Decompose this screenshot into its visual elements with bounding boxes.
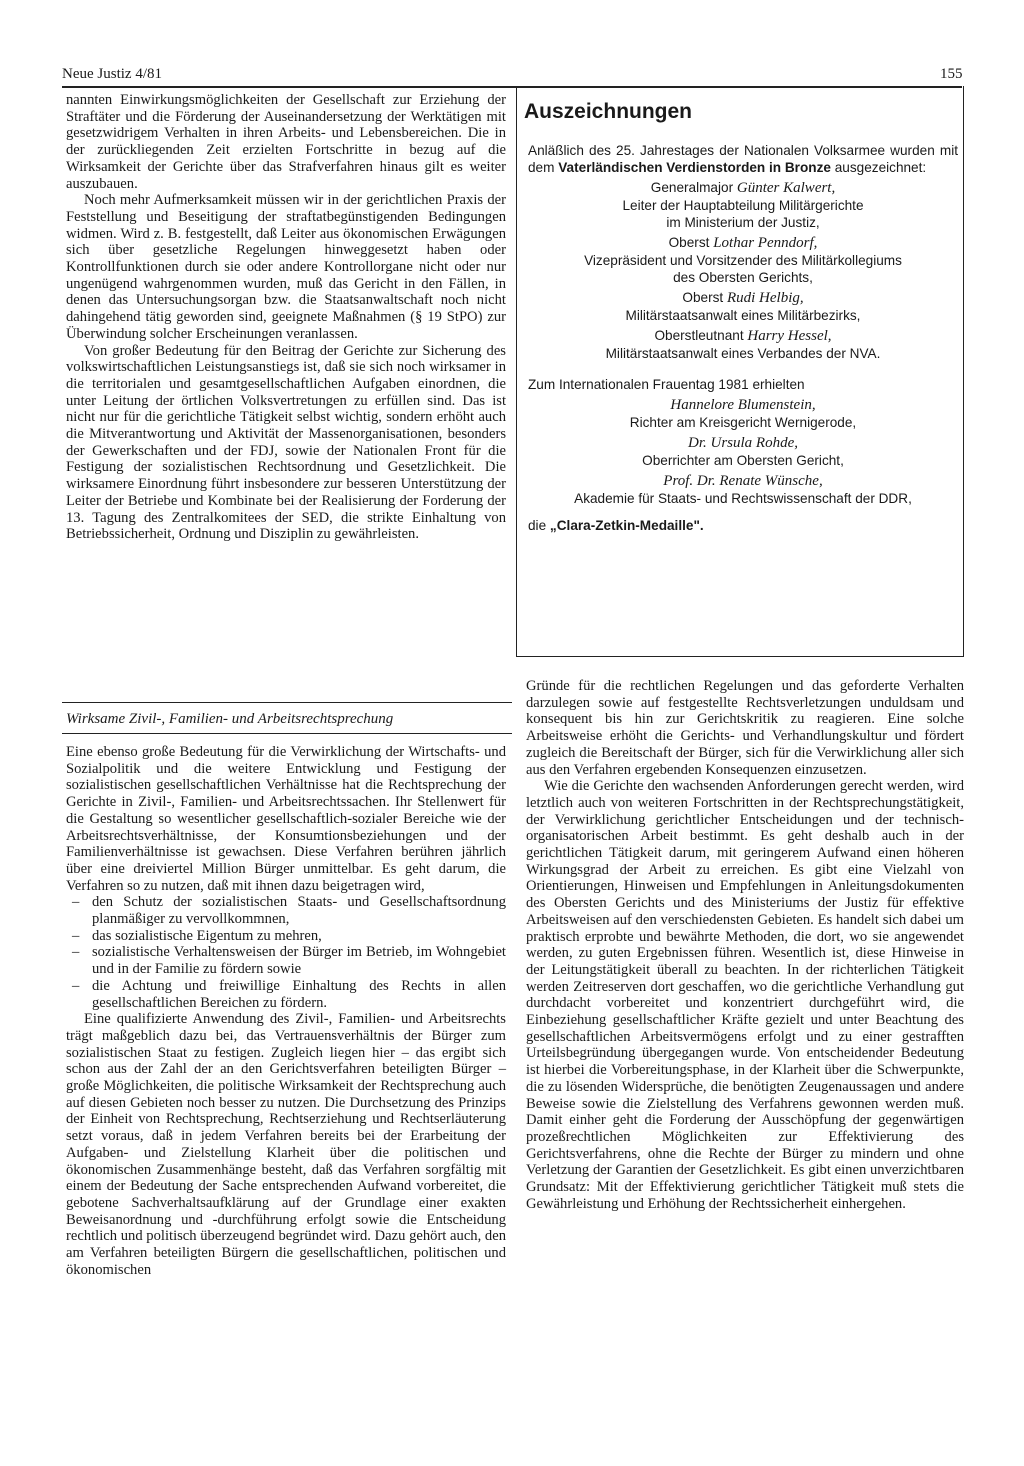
frauentag-intro: Zum Internationalen Frauentag 1981 erhielten bbox=[528, 377, 805, 392]
honoree-role: Militärstaatsanwalt eines Verbandes der NVA. bbox=[605, 346, 881, 361]
paragraph: Eine qualifizierte Anwendung des Zivil-, Familien- und Arbeitsrechts trägt maßgeblich dazu bei, das Vertrauensverhältnis der Bürger zum sozialistischen Staat zu festigen. Zugleich liegen hier – das ergibt sich schon aus der Zahl der an den Gerichtsverfahren beteiligten Bürger – große Möglichkeiten, die politische Wirksamkeit der Rechtsprechung auch auf diesen Gebieten noch besser zu nutzen. Die Durchsetzung des Prinzips der Einheit von Rechtsprechung, Rechtserziehung und Rechtserläuterung setzt voraus, daß in jedem Verfahren bereits bei der Erarbeitung der Aufgaben- und Zielstellung Klarheit über die politischen und ökonomischen Zusammenhänge besteht, daß das Verfahren sorgfältig mit einem der Bedeutung der Sache entsprechenden Aufwand vorbereitet, die gebotene Sachverhaltsaufklärung auf der Grundlage einer exakten Beweisanordnung und -durchführung erfolgt sowie die Entscheidung rechtlich und politisch überzeugend begründet wird. Dazu gehört auch, den am Verfahren beteiligten Bürgern die gesellschaftlichen, politischen und ökonomischen bbox=[66, 1011, 506, 1278]
list-item: – die Achtung und freiwillige Einhaltung des Rechts in allen gesellschaftlichen Bereichen zu fördern. bbox=[66, 978, 506, 1011]
paragraph: Gründe für die rechtlichen Regelungen und das geforderte Verhalten darzulegen sowie auf festgestellte Rechtsverletzungen unduldsam und konsequent bis hin zur Gerichtskritik zu reagieren. Eine solche Arbeitsweise erhöht die Gerichts- und Verhandlungskultur und fördert zugleich die Bereitschaft der Bürger, sich für die Verwirklichung aller sich aus den Verfahren ergebenden Konsequenzen einzusetzen. bbox=[526, 678, 964, 778]
honoree bbox=[528, 396, 958, 431]
honoree-role: des Obersten Gerichts, bbox=[673, 270, 813, 285]
honoree-rank: Oberstleutnant bbox=[654, 328, 744, 343]
honoree-role: Militärstaatsanwalt eines Militärbezirks, bbox=[625, 308, 861, 323]
honoree-rank: Generalmajor bbox=[650, 180, 734, 195]
honoree-role: Akademie für Staats- und Rechtswissenschaft der DDR, bbox=[574, 491, 912, 506]
medal-pre: die bbox=[528, 518, 550, 533]
honoree bbox=[528, 434, 958, 469]
section-heading: Wirksame Zivil-, Familien- und Arbeitsrechtsprechung bbox=[66, 711, 394, 727]
intro-text: Anläßlich des 25. Jahrestages der Nationalen Volksarmee wurden mit dem bbox=[528, 143, 958, 175]
honoree-name: Rudi Helbig, bbox=[726, 290, 804, 306]
list-item: – das sozialistische Eigentum zu mehren, bbox=[66, 928, 506, 945]
honoree-rank: Oberst bbox=[682, 290, 724, 305]
awards-title: Auszeichnungen bbox=[524, 100, 693, 123]
honoree-role: Oberrichter am Obersten Gericht, bbox=[642, 453, 844, 468]
paragraph: Von großer Bedeutung für den Beitrag der Gerichte zur Sicherung des volkswirtschaftlichen Leistungsanstiegs ist, daß sie sich noch wirksamer in die territorialen und gesamtgesellschaftlichen Aufgaben einordnen, die unter Leitung der örtlichen Volksvertretungen zu erfüllen sind. Das ist nicht nur für die gerichtliche Tätigkeit selbst wichtig, sondern erhöht auch die Mitverantwortung und Aktivität der Massenorganisationen, besonders der Gewerkschaften und der FDJ, sowie der Nationalen Front für die Festigung der sozialistischen Rechtsordnung und Gesetzlichkeit. Die wirksamere Einordnung führt insbesondere zur besseren Unterstützung der Leiter der Betriebe und Kombinate bei der Realisierung der Forderung der 13. Tagung des Zentralkomitees der SED, die strikte Einhaltung von Betriebssicherheit, Ordnung und Disziplin zu gewährleisten. bbox=[66, 342, 506, 543]
honoree bbox=[528, 327, 958, 362]
honoree-name: Dr. Ursula Rohde, bbox=[687, 435, 798, 451]
section-rule-bottom bbox=[62, 733, 512, 734]
honoree-name: Hannelore Blumenstein, bbox=[670, 397, 816, 413]
left-column-top bbox=[66, 92, 506, 543]
left-column-section bbox=[66, 744, 506, 1279]
medal-line bbox=[528, 517, 958, 534]
honoree bbox=[528, 472, 958, 507]
honoree bbox=[528, 234, 958, 286]
paragraph: Eine ebenso große Bedeutung für die Verwirklichung der Wirtschafts- und Sozialpolitik und die weitere Entwicklung und Festigung der sozialistischen gesellschaftlichen Verhältnisse hat die Rechtsprechung der Gerichte in Zivil-, Familien- und Arbeitsrechtssachen. Ihr Stellenwert für die Gestaltung so wesentlicher gesellschaftlich-sozialer Bereiche wie der Arbeitsrechtsverhältnisse, der Konsumtionsbeziehungen und der Familienverhältnisse ist gewachsen. Diese Verfahren berühren jährlich über eine dreiviertel Million Bürger unmittelbar. Es geht darum, die Verfahren so zu nutzen, daß mit ihnen dazu beigetragen wird, bbox=[66, 744, 506, 894]
paragraph: Wie die Gerichte den wachsenden Anforderungen gerecht werden, wird letztlich auch von weiteren Fortschritten in der Rechtsprechungstätigkeit, der Verwirklichung gerichtlicher Entscheidungen und der technisch-organisatorischen Arbeit bestimmt. Es geht deshalb auch in der gerichtlichen Tätigkeit darum, mit geringerem Aufwand einen höheren Wirkungsgrad der Arbeit zu erreichen. Es gibt eine Vielzahl von Orientierungen, Hinweisen und Empfehlungen in Anleitungsdokumenten des Obersten Gerichts und des Ministeriums der Justiz für effektive Arbeitsweisen auf den verschiedensten Gebieten. Es handelt sich dabei um praktisch erprobte und bewährte Methoden, die dort, wo sie angewendet werden, zu guten Ergebnissen führen. Wesentlich ist, diese Hinweise in der Leitungstätigkeit überall zu beachten. In der richterlichen Tätigkeit werden Zeitreserven dort geschaffen, wo die gerichtliche Verhandlung gut durchdacht vorbereitet und konzentriert durchgeführt wird, die Einbeziehung gesellschaftlicher Kräfte gezielt und unter Beachtung des gesellschaftlichen Arbeitsvermögens erfolgt und zu einer gestrafften Urteilsbegründung übergegangen wurde. Von entscheidender Bedeutung ist hierbei die Vorbereitungsphase, in der Klarheit über die Schwerpunkte, die zu lösenden Widersprüche, die benötigten Zeugenaussagen und andere Beweise sowie die Zielstellung des Verfahrens gewonnen werden muß. Damit einher geht die Forderung der Ausschöpfung der gegenwärtigen prozeßrechtlichen Möglichkeiten zur Effektivierung des Gerichtsverfahrens, ohne die Rechte der Bürger zu mindern und ohne Verletzung der Garantien der Gesetzlichkeit. Es gibt einen unverzichtbaren Grundsatz: Mit der Effektivierung gerichtlicher Tätigkeit muß stets die Gewährleistung und Erhöhung der Rechtssicherheit einhergehen. bbox=[526, 778, 964, 1212]
honoree-name: Harry Hessel, bbox=[747, 328, 832, 344]
running-header-journal: Neue Justiz 4/81 bbox=[62, 66, 162, 82]
order-name: Vaterländischen Verdienstorden in Bronze bbox=[558, 160, 831, 175]
honoree-rank: Oberst bbox=[668, 235, 710, 250]
honoree bbox=[528, 289, 958, 324]
honoree-role: im Ministerium der Justiz, bbox=[666, 215, 820, 230]
intro-text-end: ausgezeichnet: bbox=[830, 160, 927, 175]
dash-list bbox=[66, 894, 506, 1011]
honoree-name: Günter Kalwert, bbox=[736, 180, 836, 196]
page-number: 155 bbox=[940, 66, 963, 82]
awards-body bbox=[528, 142, 958, 534]
awards-intro bbox=[528, 142, 958, 176]
honoree bbox=[528, 179, 958, 231]
paragraph: Noch mehr Aufmerksamkeit müssen wir in der gerichtlichen Praxis der Feststellung und Beseitigung der straftatbegünstigenden Bedingungen widmen. Wird z. B. festgestellt, daß Leiter aus ökonomischen Erwägungen sich über gesetzliche Regelungen hinweggesetzt haben oder Kontrollfunktionen durch sie oder andere Kontrollorgane nicht oder nur ungenügend wahrgenommen wurden, muß das Gericht in den Fällen, in denen das Untersuchungsorgan bzw. die Staatsanwaltschaft noch nicht dahingehend tätig geworden sind, geeignete Maßnahmen (§ 19 StPO) zur Überwindung solcher Erscheinungen veranlassen. bbox=[66, 192, 506, 342]
section-rule-top bbox=[62, 702, 512, 703]
list-item: – sozialistische Verhaltensweisen der Bürger im Betrieb, im Wohngebiet und in der Familie zu fördern sowie bbox=[66, 944, 506, 977]
list-item: – den Schutz der sozialistischen Staats- und Gesellschaftsordnung planmäßiger zu vervollkommnen, bbox=[66, 894, 506, 927]
honoree-role: Vizepräsident und Vorsitzender des Militärkollegiums bbox=[584, 253, 902, 268]
right-column bbox=[526, 678, 964, 1213]
honoree-name: Lothar Penndorf, bbox=[713, 235, 818, 251]
honoree-role: Richter am Kreisgericht Wernigerode, bbox=[629, 415, 857, 430]
honoree-role: Leiter der Hauptabteilung Militärgerichte bbox=[622, 198, 864, 213]
medal-name: „Clara-Zetkin-Medaille". bbox=[549, 518, 704, 533]
paragraph: nannten Einwirkungsmöglichkeiten der Gesellschaft zur Erziehung der Straftäter und die Förderung der Auseinandersetzung der Werktätigen mit gesetzwidrigem Verhalten in ihren Arbeits- und Lebensbereichen. Die in der zurückliegenden Zeit erzielten Fortschritte in bezug auf die Wirksamkeit der Gerichte über das Strafverfahren hinaus gilt es weiter auszubauen. bbox=[66, 92, 506, 192]
honoree-name: Prof. Dr. Renate Wünsche, bbox=[663, 473, 823, 489]
